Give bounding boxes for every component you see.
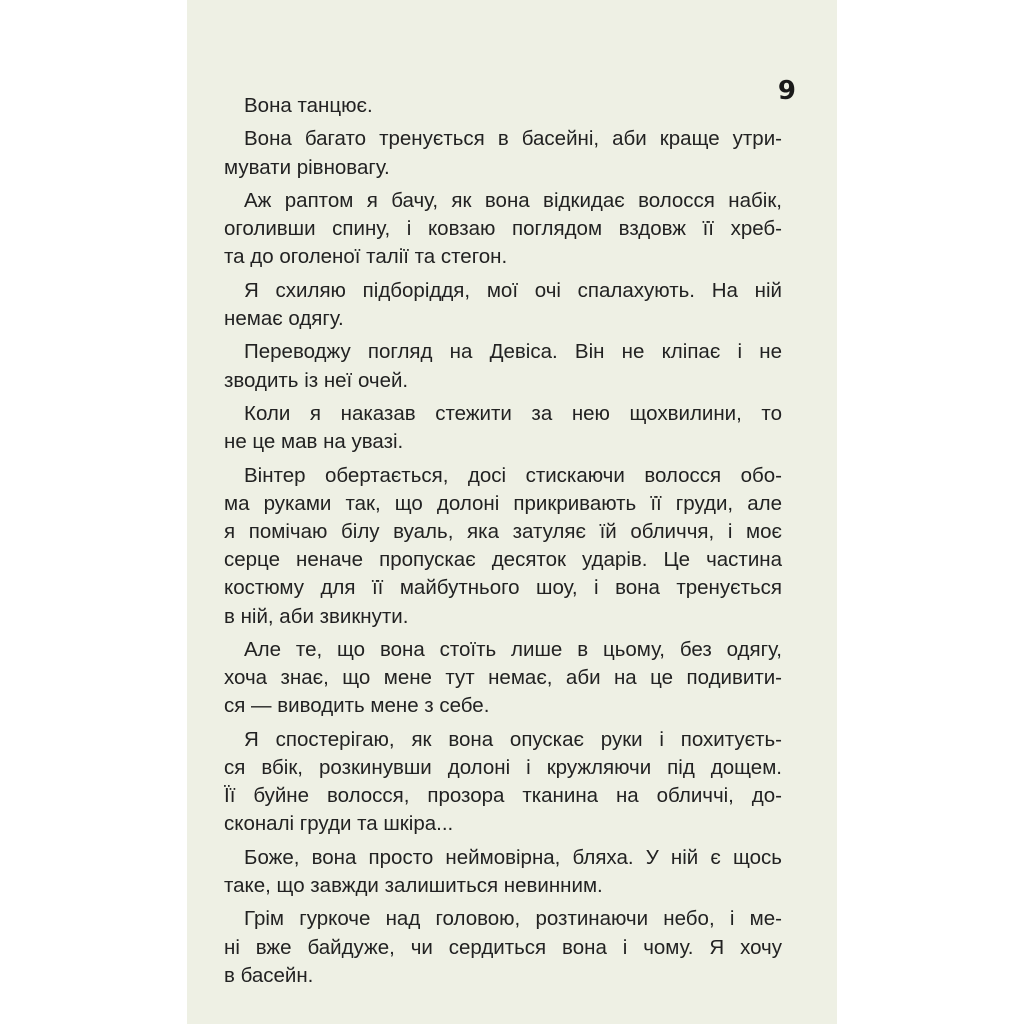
text-line: таке, що завжди залишиться невинним. — [224, 873, 603, 897]
text-line: не це мав на увазі. — [224, 430, 404, 454]
book-page — [187, 0, 837, 1024]
page-number: 9 — [777, 76, 795, 106]
paragraph — [224, 844, 782, 900]
text-line: немає одягу. — [224, 306, 344, 330]
paragraph — [224, 905, 782, 990]
text-line: ся вбік, розкинувши долоні і кружляючи під дощем. — [224, 755, 782, 779]
text-line: оголивши спину, і ковзаю поглядом вздовж її хреб- — [224, 217, 782, 241]
text-line: сконалі груди та шкіра... — [224, 812, 454, 836]
text-line: Аж раптом я бачу, як вона відкидає волосся набік, — [244, 188, 782, 212]
text-line: ні вже байдуже, чи сердиться вона і чому. Я хочу — [224, 935, 782, 959]
text-line: Я спостерігаю, як вона опускає руки і похитуєть- — [244, 727, 782, 751]
text-line: Коли я наказав стежити за нею щохвилини, то — [244, 401, 782, 425]
text-line: я помічаю білу вуаль, яка затуляє їй обличчя, і моє — [224, 519, 782, 543]
text-line: Її буйне волосся, прозора тканина на обличчі, до- — [224, 784, 782, 808]
text-line: зводить із неї очей. — [224, 368, 409, 392]
paragraph — [224, 187, 782, 272]
text-line: Вона багато тренується в басейні, аби краще утри- — [244, 127, 782, 151]
text-line: мувати рівновагу. — [224, 155, 390, 179]
text-line: в басейн. — [224, 963, 314, 987]
text-line: Але те, що вона стоїть лише в цьому, без одягу, — [244, 637, 782, 661]
text-line: Я схиляю підборіддя, мої очі спалахують. На ній — [244, 278, 782, 302]
text-line: в ній, аби звикнути. — [224, 604, 409, 628]
text-line: Вона танцює. — [244, 94, 373, 117]
paragraph — [224, 338, 782, 394]
body-text — [224, 92, 782, 995]
text-line: та до оголеної талії та стегон. — [224, 245, 508, 269]
text-line: ма руками так, що долоні прикривають її груди, але — [224, 491, 782, 515]
text-line: Грім гуркоче над головою, розтинаючи небо, і ме- — [244, 907, 782, 931]
text-line: серце неначе пропускає десяток ударів. Це частина — [224, 548, 782, 572]
text-line: Вінтер обертається, досі стискаючи волосся обо- — [244, 463, 782, 487]
paragraph — [224, 726, 782, 839]
text-line: ся — виводить мене з себе. — [224, 694, 490, 718]
paragraph — [224, 400, 782, 456]
text-line: хоча знає, що мене тут немає, аби на це подивити- — [224, 666, 782, 690]
text-line: Переводжу погляд на Девіса. Він не кліпає і не — [244, 340, 782, 364]
paragraph — [224, 636, 782, 721]
paragraph — [224, 92, 782, 120]
text-line: Боже, вона просто неймовірна, бляха. У ній є щось — [244, 845, 782, 869]
paragraph — [224, 277, 782, 333]
paragraph — [224, 125, 782, 181]
paragraph — [224, 462, 782, 631]
text-line: костюму для її майбутнього шоу, і вона тренується — [224, 576, 782, 600]
